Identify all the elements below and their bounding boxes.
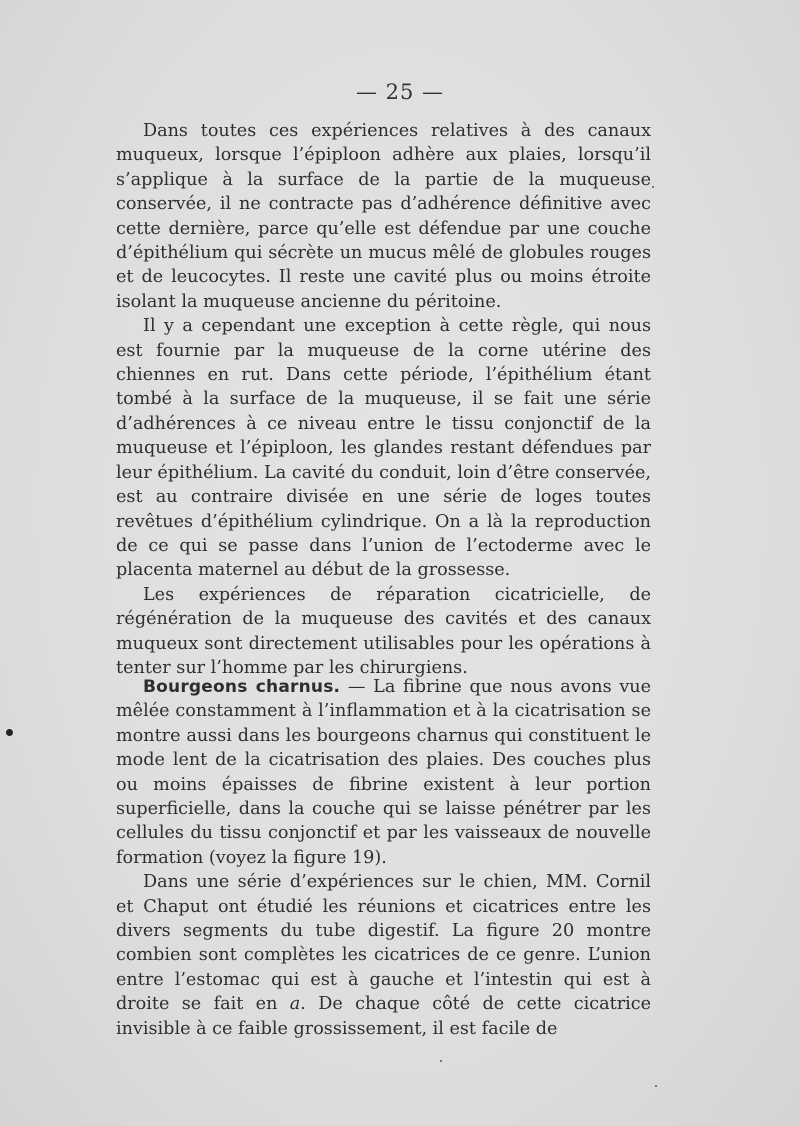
paragraph-bourgeons-charnus: [116, 675, 651, 870]
text-section-bourgeons: [116, 675, 651, 1041]
paragraph-canaux-muqueux: Dans toutes ces expériences relatives à des canaux muqueux, lorsque l’épiploon adhère aux plaies, lorsqu’il s’applique à la surface de la partie de la muqueuse conservée, il ne contracte pas d’adhérence définitive avec cette dernière, parce qu’elle est défendue par une couche d’épithélium qui sécrète un mucus mêlé de globules rouges et de leucocytes. Il reste une cavité plus ou moins étroite isolant la muqueuse ancienne du péritoine.: [116, 121, 651, 312]
paragraph-chien-text: Dans une série d’expériences sur le chien, MM. Cornil et Chaput ont étudié les réunions et cicatrices entre les divers segments du tube digestif. La figure 20 montre combien sont complètes les cicatrices de ce genre. L’union entre l’estomac qui est à gauche et l’intestin qui est à droite se fait en: [116, 872, 651, 1015]
paragraph-chien-end: . De chaque côté de cette cicatrice invisible à ce faible grossissement, il est facile de: [116, 994, 651, 1039]
margin-ink-dot: [6, 729, 13, 736]
section-heading: Bourgeons charnus.: [143, 677, 341, 697]
paper-speck: [655, 1085, 657, 1087]
paper-speck: [440, 1060, 442, 1062]
text-section-epiploon: [116, 119, 651, 680]
paper-speck: [652, 186, 654, 188]
paragraph-experiences-chien: [116, 870, 651, 1041]
figure-letter: a: [289, 994, 301, 1015]
paragraph-bourgeons-text: — La fibrine que nous avons vue mêlée constamment à l’inflammation et à la cicatrisation se montre aussi dans les bourgeons charnus qui constituent le mode lent de la cicatrisation des plaies. Des couches plus ou moins épaisses de fibrine existent à leur portion superficielle, dans la couche qui se laisse pénétrer par les cellules du tissu conjonctif et par les vaisseaux de nouvelle formation (voyez la figure 19).: [116, 677, 651, 868]
page-number: — 25 —: [355, 80, 445, 104]
paragraph-experiences-reparation: Les expériences de réparation cicatricielle, de régénération de la muqueuse des cavités et des canaux muqueux sont directement utilisables pour les opérations à tenter sur l’homme par les chirurgiens.: [116, 584, 651, 678]
paragraph-exception-corne-uterine: Il y a cependant une exception à cette règle, qui nous est fournie par la muqueuse de la corne utérine des chiennes en rut. Dans cette période, l’épithélium étant tombé à la surface de la muqueuse, il se fait une série d’adhérences à ce niveau entre le tissu conjonctif de la muqueuse et l’épiploon, les glandes restant défendues par leur épithélium. La cavité du conduit, loin d’être conservée, est au contraire divisée en une série de loges toutes revêtues d’épithélium cylindrique. On a là la reproduction de ce qui se passe dans l’union de l’ectoderme avec le placenta maternel au début de la grossesse.: [116, 316, 651, 581]
